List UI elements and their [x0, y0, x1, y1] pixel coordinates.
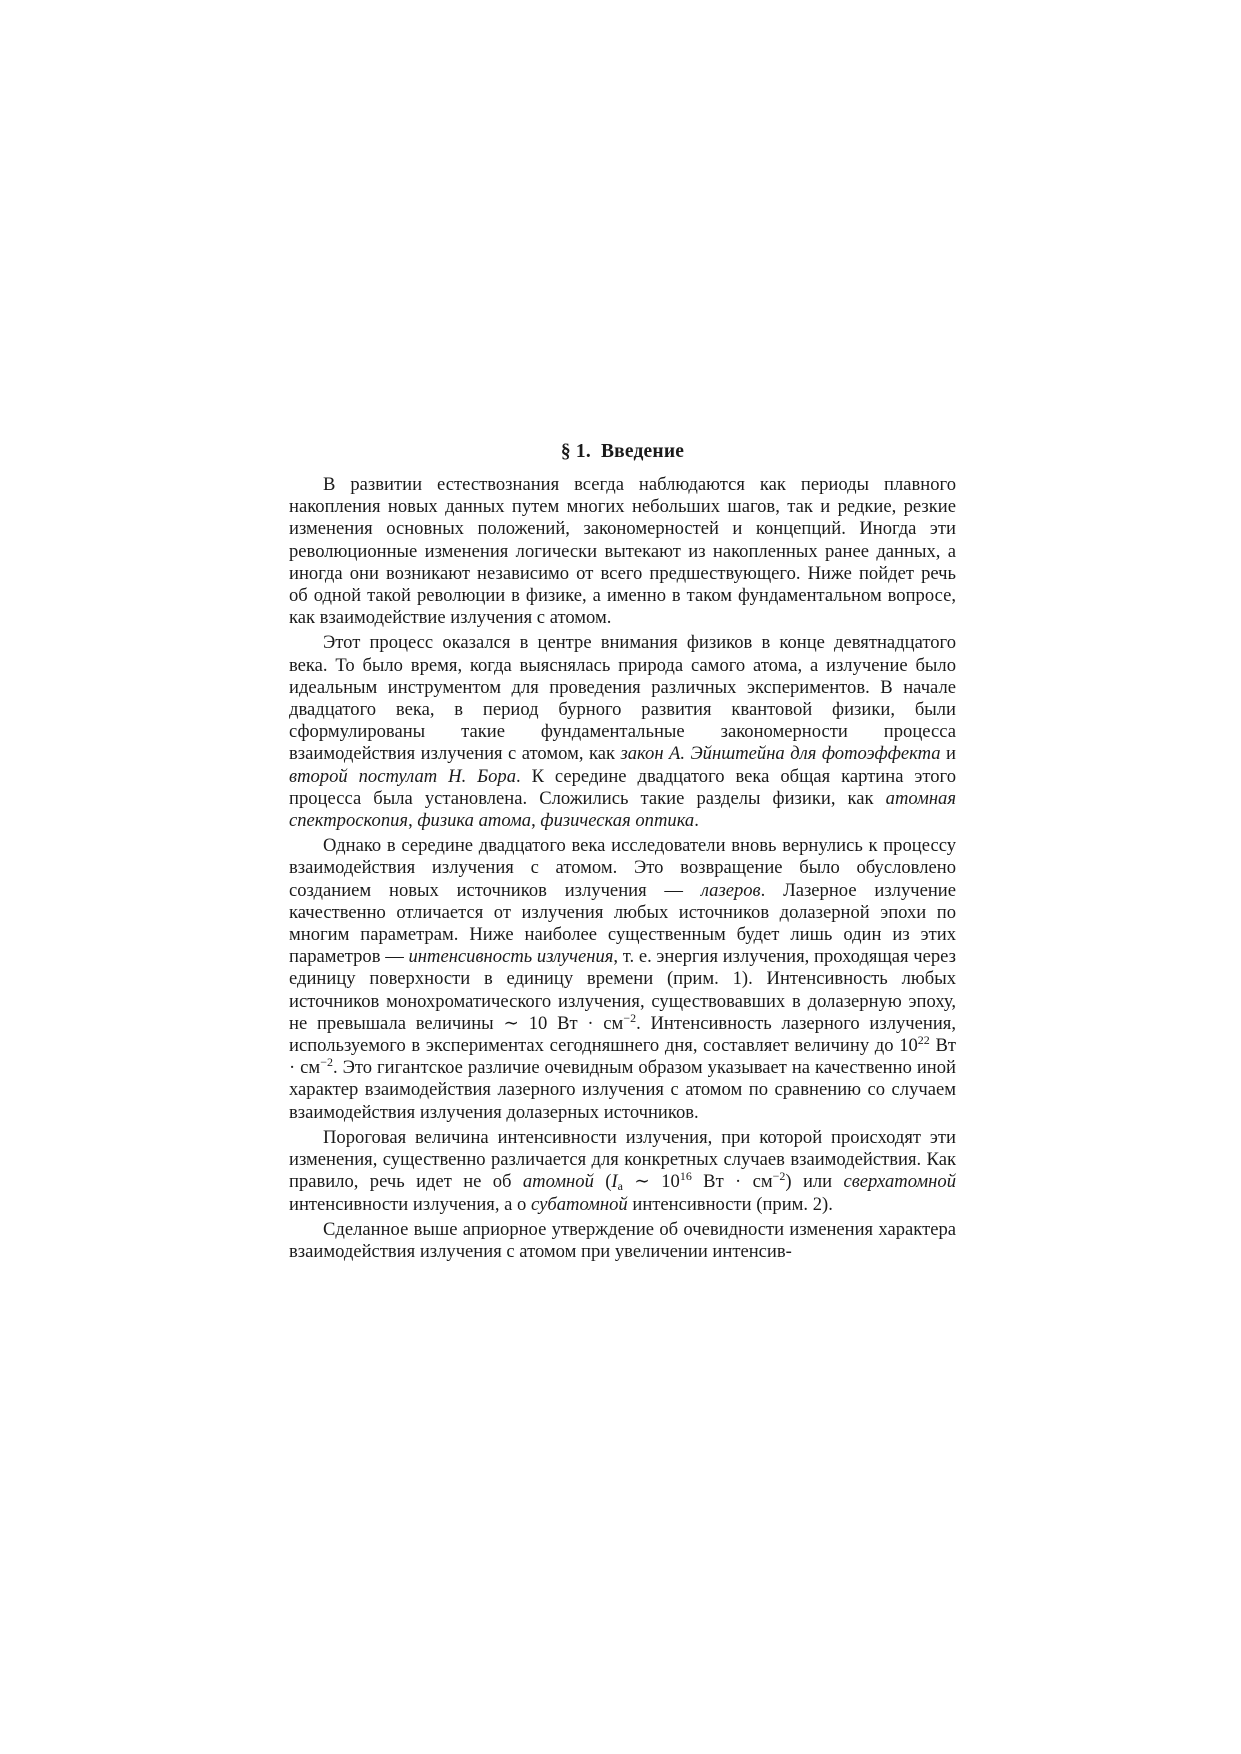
p2-text-3: . К середине двадцатого века общая картина этого процесса была установлена. Сложились такие разделы физики, как [289, 765, 956, 809]
paragraph-5-text: Сделанное выше априорное утверждение об очевидности изменения характера взаимодействия излучения с атомом при увеличении интенсив- [289, 1218, 956, 1262]
p2-text-5: , [531, 810, 541, 832]
p2-text-6: . [694, 810, 699, 832]
p3-italic-lasers: лазеров [700, 879, 761, 901]
p3-math-laser-intensity-base: 10 [899, 1035, 918, 1057]
paragraph-2 [289, 632, 956, 832]
p3-math-laser-intensity-unit: Вт · см [289, 1035, 956, 1079]
p3-italic-radiation-intensity: интенсивность излучения [408, 946, 614, 968]
p2-italic-atomic-physics: физика атома [417, 810, 532, 832]
p4-text-1: Пороговая величина интенсивности излучения, при которой происходят эти изменения, существенно различается для конкретных случаев взаимодействия. Как правило, речь идет не об [289, 1126, 956, 1193]
p3-text-3: , т. е. энергия излучения, проходящая через единицу поверхности в единицу времени (прим. 1). Интенсивность любых источников монохроматического излучения, существовавших в долазерную эпоху, не превышала величины [289, 946, 957, 1034]
p2-text-1: Этот процесс оказался в центре внимания физиков в конце девятнадцатого века. То было время, когда выяснялась природа самого атома, а излучение было идеальным инструментом для проведения различных экспериментов. В начале двадцатого века, в период бурного развития квантовой физики, были сформулированы такие фундаментальные закономерности процесса взаимодействия излучения с атомом, как [289, 632, 956, 765]
section-number: § 1. [560, 441, 591, 462]
p4-text-5: интенсивности (прим. 2). [627, 1193, 833, 1215]
p3-text-5: . Это гигантское различие очевидным образом указывает на качественно иной характер взаимодействия лазерного излучения с атомом по сравнению со случаем взаимодействия излучения долазерных источников. [289, 1057, 956, 1123]
p4-math-unit-exponent: −2 [772, 1169, 786, 1184]
p4-math-value-exponent: 16 [679, 1169, 692, 1184]
paragraph-1 [289, 474, 956, 629]
p4-math-symbol-i: I [611, 1171, 618, 1193]
p3-text-2: . Лазерное излучение качественно отличается от излучения любых источников долазерной эпохи по многим параметрам. Ниже наиболее существенным будет лишь один из этих параметров — [289, 879, 956, 968]
p4-italic-atomic: атомной [522, 1171, 594, 1193]
p4-math-unit: Вт · см [691, 1171, 773, 1193]
p2-italic-atomic-spectroscopy: атомная спектроскопия [289, 787, 956, 832]
p4-text-4: интенсивности излучения, а о [289, 1193, 531, 1215]
p2-italic-bohr-postulate: второй постулат Н. Бора [289, 765, 517, 787]
p4-italic-superatomic: сверхатомной [843, 1171, 956, 1193]
p3-math-laser-intensity-exponent: 22 [917, 1033, 930, 1048]
p2-italic-einstein-law: закон А. Эйнштейна для фотоэффекта [620, 743, 941, 765]
section-heading [289, 440, 956, 464]
p4-math-value: ∼ 10 [622, 1171, 680, 1193]
paragraph-4 [289, 1127, 956, 1216]
p4-math-subscript-a: a [617, 1179, 623, 1194]
p4-text-3: ) или [785, 1171, 844, 1193]
p4-text-2: ( [593, 1171, 612, 1193]
p3-math-old-intensity: ∼ 10 Вт · см [503, 1012, 624, 1034]
p2-italic-physical-optics: физическая оптика [540, 810, 695, 832]
p3-math-laser-intensity-unit-exponent: −2 [320, 1055, 333, 1070]
p3-text-1: Однако в середине двадцатого века исследователи вновь вернулись к процессу взаимодействия излучения с атомом. Это возвращение было обусловлено созданием новых источников излучения — [289, 835, 956, 901]
p2-text-2: и [940, 743, 956, 765]
p2-text-4: , [408, 810, 418, 832]
page-text-block [289, 440, 956, 1263]
p4-italic-subatomic: субатомной [530, 1193, 628, 1215]
p3-text-4: . Интенсивность лазерного излучения, используемого в экспериментах сегодняшнего дня, составляет величину до [289, 1012, 956, 1057]
paragraph-3 [289, 835, 956, 1124]
p3-math-old-intensity-exponent: −2 [623, 1010, 637, 1025]
paragraph-5 [289, 1219, 956, 1263]
paragraph-1-text: В развитии естествознания всегда наблюдаются как периоды плавного накопления новых данных путем многих небольших шагов, так и редкие, резкие изменения основных положений, закономерностей и концепций. Иногда эти революционные изменения логически вытекают из накопленных ранее данных, а иногда они возникают независимо от всего предшествующего. Ниже пойдет речь об одной такой революции в физике, а именно в таком фундаментальном вопросе, как взаимодействие излучения с атомом. [289, 474, 956, 629]
section-title: Введение [600, 441, 685, 462]
